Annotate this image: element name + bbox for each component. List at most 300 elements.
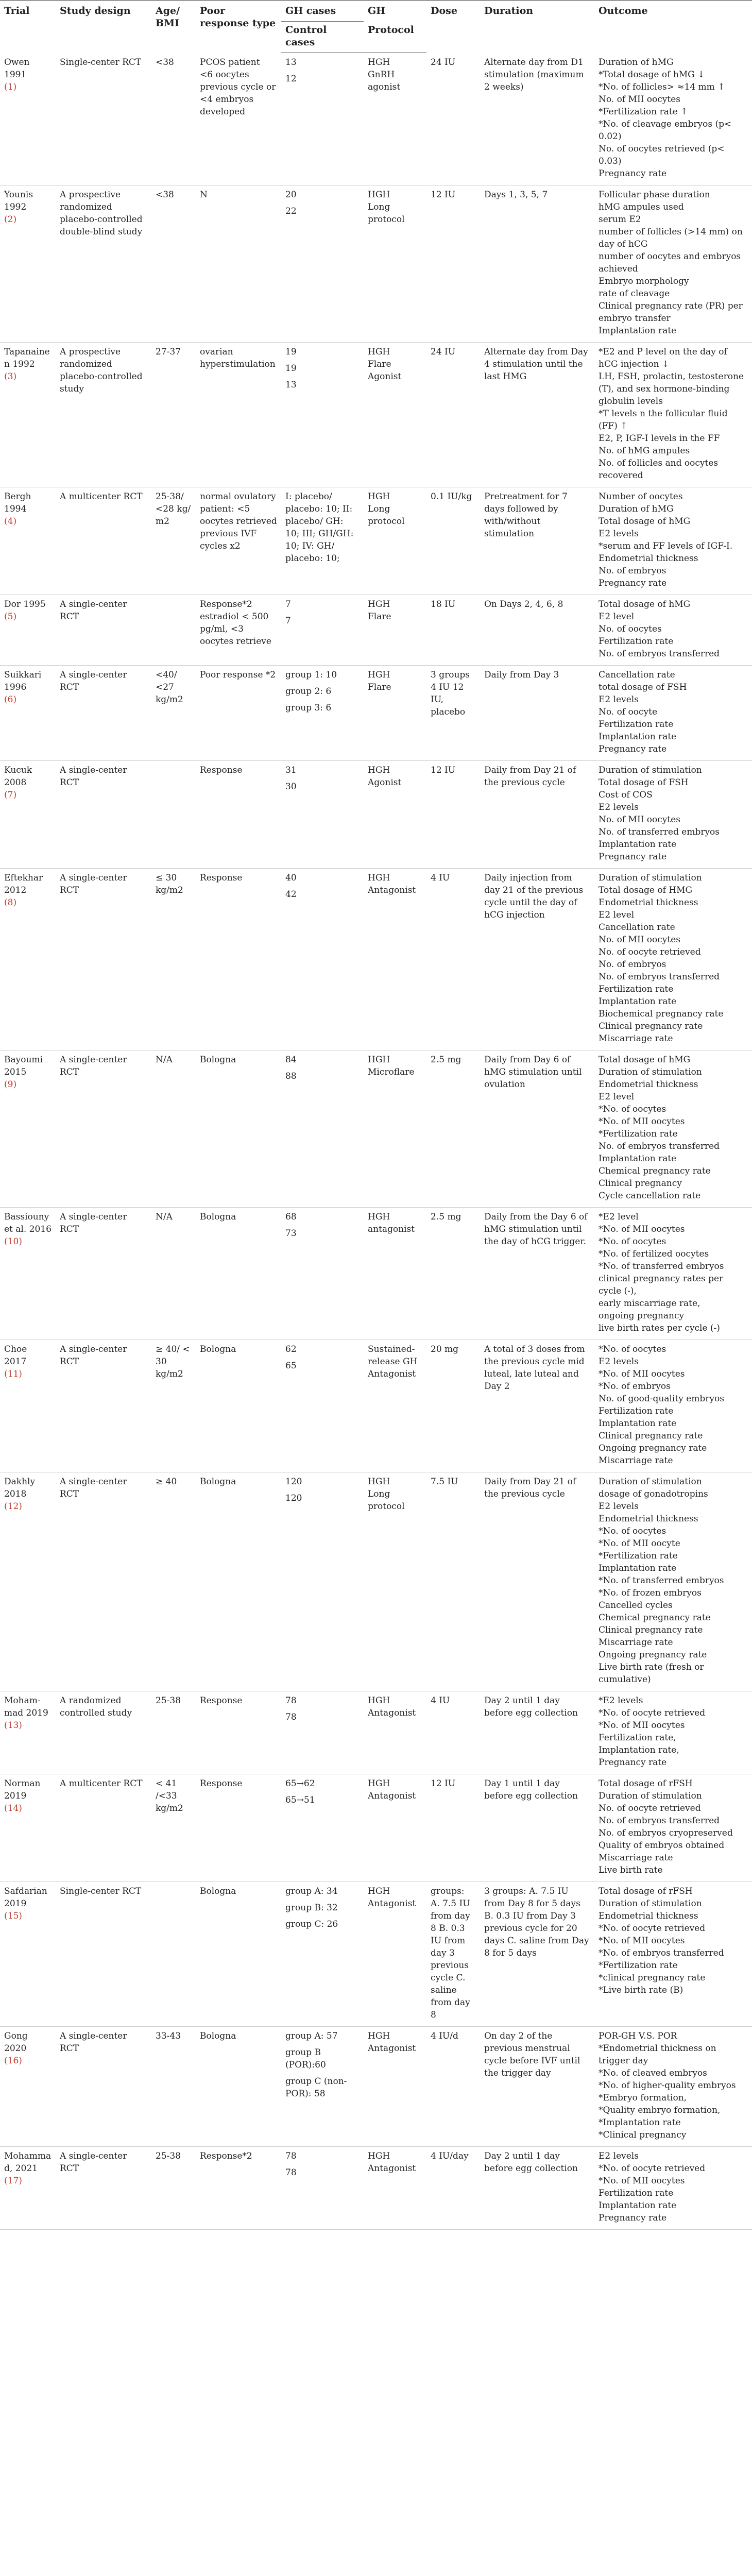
gh-protocol-item: HGH [368,872,390,883]
outcome-item: Endometrial thickness [599,1910,698,1921]
outcome-item: *No. of MII oocytes [599,1116,685,1127]
reference-link[interactable]: (1) [4,81,17,92]
cell-dose: 18 IU [426,595,480,665]
outcome-item: ongoing pregnancy [599,1310,685,1321]
table-row [0,868,752,1050]
cell-outcome [594,1691,752,1774]
outcome-item: E2 levels [599,528,639,539]
gh-protocol-item: HGH [368,1054,390,1065]
outcome-item: Duration of stimulation [599,872,702,883]
cell-outcome [594,665,752,760]
cell-trial [0,487,56,595]
reference-link[interactable]: (12) [4,1501,22,1512]
table-row [0,1340,752,1472]
reference-number: 17 [7,2175,19,2186]
outcome-item: Cost of COS [599,789,653,800]
cell-trial [0,1207,56,1340]
outcome-item: No. of oocytes [599,623,662,634]
gh-protocol-item: HGH [368,491,390,502]
cell-age-bmi: 27-37 [151,342,196,487]
outcome-item: *Endometrial thickness on trigger day [599,2043,716,2066]
outcome-item: Pregnancy rate [599,851,667,862]
outcome-item: Pregnancy rate [599,1757,667,1768]
case-count: group C: 26 [285,1919,338,1929]
reference-number: 11 [7,1368,19,1379]
case-count: 68 [285,1211,297,1222]
cell-cases [281,1691,364,1774]
outcome-item: Duration of hMG [599,57,674,67]
case-count: 7 [285,599,291,609]
cell-study-design: A single-center RCT [56,1340,151,1472]
outcome-item: *No. of oocyte retrieved [599,1923,706,1934]
cell-poor-response-type: normal ovulatory patient: <5 oocytes retrieved previous IVF cycles x2 [196,487,281,595]
case-count: group 3: 6 [285,702,332,713]
table-row [0,1774,752,1882]
cell-cases [281,1882,364,2026]
outcome-item: *E2 level [599,1211,639,1222]
cell-dose: 0.1 IU/kg [426,487,480,595]
cell-dose: 24 IU [426,53,480,185]
cell-age-bmi: <40/ <27 kg/m2 [151,665,196,760]
reference-number: 16 [7,2055,19,2066]
outcome-item: POR-GH V.S. POR [599,2030,677,2041]
gh-protocol-item: HGH [368,189,390,200]
cell-gh-protocol [364,1774,426,1882]
cell-trial [0,1691,56,1774]
gh-protocol-item: Antagonist [368,2163,416,2174]
gh-protocol-item: Flare [368,359,391,369]
outcome-item: *No. of MII oocytes [599,2175,685,2186]
cell-gh-protocol [364,665,426,760]
reference-number: 9 [7,1079,13,1090]
outcome-item: Fertilization rate [599,636,674,647]
cell-age-bmi [151,595,196,665]
outcome-item: No. of MII oocytes [599,814,681,825]
outcome-item: *Total dosage of hMG ↓ [599,69,705,80]
case-count: group C (non-POR): 58 [285,2076,347,2099]
cell-age-bmi: ≥ 40/ < 30 kg/m2 [151,1340,196,1472]
outcome-item: Total dosage of hMG [599,516,691,527]
gh-protocol-item: HGH [368,1211,390,1222]
case-count: 7 [285,615,291,626]
reference-link[interactable]: (2) [4,214,17,225]
case-count: group A: 34 [285,1886,338,1896]
cell-poor-response-type: Response [196,1691,281,1774]
cell-study-design: A prospective randomized placebo-controlled double-blind study [56,185,151,342]
table-row [0,1050,752,1207]
outcome-item: *No. of MII oocytes [599,1224,685,1234]
cell-study-design: A multicenter RCT [56,1774,151,1882]
cell-age-bmi: < 41 /<33 kg/m2 [151,1774,196,1882]
cell-outcome [594,1774,752,1882]
outcome-item: Chemical pregnancy rate [599,1165,711,1176]
reference-number: 14 [7,1803,19,1814]
outcome-item: *E2 and P level on the day of hCG injection ↓ [599,346,727,369]
outcome-item: live birth rates per cycle (-) [599,1323,720,1333]
cell-cases [281,487,364,595]
reference-link[interactable]: (11) [4,1368,22,1379]
reference-link[interactable]: (5) [4,611,17,622]
outcome-item: Ongoing pregnancy rate [599,1443,707,1453]
outcome-item: Ongoing pregnancy rate [599,1649,707,1660]
table-row [0,665,752,760]
outcome-item: clinical pregnancy rates per cycle (-), [599,1273,724,1296]
cell-cases [281,1774,364,1882]
outcome-item: Miscarriage rate [599,1033,673,1044]
reference-link[interactable]: (10) [4,1236,22,1247]
cell-cases [281,1050,364,1207]
outcome-item: No. of embryos transferred [599,1141,720,1151]
cell-trial [0,2146,56,2229]
trial-name: Bassiouny et al. 2016 [4,1211,52,1234]
cell-duration: Daily from Day 21 of the previous cycle [480,1472,594,1691]
cell-trial [0,1340,56,1472]
cell-outcome [594,2026,752,2146]
cell-dose: 3 groups 4 IU 12 IU, placebo [426,665,480,760]
outcome-item: Live birth rate [599,1865,663,1875]
outcome-item: Cancellation rate [599,922,675,933]
gh-protocol-item: HGH [368,2150,390,2161]
cell-age-bmi [151,1882,196,2026]
reference-link[interactable]: (7) [4,789,17,800]
cell-trial [0,868,56,1050]
outcome-item: *No. of oocytes [599,1236,666,1247]
outcome-item: *E2 levels [599,1695,643,1706]
gh-protocol-item: HGH [368,346,390,357]
reference-link[interactable]: (6) [4,694,17,705]
cell-trial [0,760,56,868]
reference-number: 4 [7,516,13,527]
outcome-item: Implantation rate [599,839,677,850]
outcome-item: Fertilization rate, [599,1732,676,1743]
cell-duration: Pretreatment for 7 days followed by with/without stimulation [480,487,594,595]
reference-number: 6 [7,694,13,705]
cell-trial [0,1882,56,2026]
outcome-item: *No. of transferred embryos [599,1575,724,1586]
cell-outcome [594,595,752,665]
cell-gh-protocol [364,1472,426,1691]
gh-protocol-item: Agonist [368,371,402,382]
outcome-item: *No. of follicles> ≈14 mm ↑ [599,81,725,92]
outcome-item: *No. of MII oocytes [599,1368,685,1379]
cell-dose: 12 IU [426,760,480,868]
cell-study-design: A single-center RCT [56,1472,151,1691]
cell-cases [281,1340,364,1472]
reference-number: 3 [7,371,13,382]
reference-link[interactable]: (9) [4,1079,17,1090]
cell-study-design: A single-center RCT [56,760,151,868]
outcome-item: Fertilization rate [599,1405,674,1416]
cell-poor-response-type: Bologna [196,1472,281,1691]
outcome-item: *clinical pregnancy rate [599,1972,706,1983]
header-gh-cases: GH cases [281,1,364,22]
outcome-item: No. of oocyte [599,706,658,717]
case-count: 40 [285,872,297,883]
outcome-item: *serum and FF levels of IGF-I. [599,540,733,551]
outcome-item: *No. of oocyte retrieved [599,1707,706,1718]
cell-study-design: A multicenter RCT [56,487,151,595]
outcome-item: number of oocytes and embryos achieved [599,251,741,274]
cell-outcome [594,1340,752,1472]
outcome-item: Implantation rate [599,1563,677,1573]
cell-duration: Daily from the Day 6 of hMG stimulation until the day of hCG trigger. [480,1207,594,1340]
table-row [0,487,752,595]
outcome-item: total dosage of FSH [599,682,687,692]
cell-gh-protocol [364,1691,426,1774]
gh-protocol-item: Flare [368,682,391,692]
outcome-item: E2 levels [599,2150,639,2161]
trial-name: Bayoumi 2015 [4,1054,43,1077]
cell-outcome [594,1472,752,1691]
outcome-item: No. of embryos [599,959,666,970]
table-row [0,185,752,342]
gh-protocol-item: HGH [368,1886,390,1896]
outcome-item: Duration of stimulation [599,1790,702,1801]
case-count: 84 [285,1054,297,1065]
cell-cases [281,595,364,665]
cell-outcome [594,185,752,342]
outcome-item: Cancelled cycles [599,1600,673,1611]
outcome-item: No. of oocyte retrieved [599,946,701,957]
cell-duration: Alternate day from Day 4 stimulation until the last HMG [480,342,594,487]
outcome-item: *Fertilization rate [599,1550,678,1561]
table-row [0,1882,752,2026]
table-row [0,1472,752,1691]
cell-dose: 4 IU/d [426,2026,480,2146]
case-count: 65→51 [285,1794,315,1805]
cell-poor-response-type: Bologna [196,1340,281,1472]
outcome-item: *No. of oocytes [599,1526,666,1536]
cell-study-design: Single-center RCT [56,1882,151,2026]
outcome-item: Implantation rate [599,325,677,336]
outcome-item: Implantation rate [599,996,677,1007]
outcome-item: *No. of oocytes [599,1104,666,1114]
case-count: 78 [285,1695,297,1706]
outcome-item: No. of embryos [599,565,666,576]
outcome-item: Clinical pregnancy rate [599,1430,703,1441]
outcome-item: Embryo morphology [599,276,689,286]
cell-trial [0,2026,56,2146]
trial-name: Suikkari 1996 [4,669,42,692]
cell-study-design: A single-center RCT [56,2026,151,2146]
reference-link[interactable]: (8) [4,897,17,908]
cell-duration: Daily injection from day 21 of the previous cycle until the day of hCG injection [480,868,594,1050]
outcome-item: dosage of gonadotropins [599,1488,708,1499]
outcome-item: number of follicles (>14 mm) on day of hCG [599,226,743,249]
cell-duration: Day 1 until 1 day before egg collection [480,1774,594,1882]
reference-link[interactable]: (17) [4,2175,22,2186]
outcome-item: Cycle cancellation rate [599,1190,701,1201]
table-header [0,1,752,53]
case-count: 22 [285,206,297,216]
outcome-item: Implantation rate [599,1418,677,1429]
outcome-item: E2 levels [599,1501,639,1512]
cell-study-design: A single-center RCT [56,595,151,665]
cell-duration: Day 2 until 1 day before egg collection [480,2146,594,2229]
cell-cases [281,342,364,487]
outcome-item: *No. of oocyte retrieved [599,2163,706,2174]
outcome-item: *Implantation rate [599,2117,681,2128]
cell-age-bmi: ≥ 40 [151,1472,196,1691]
cell-poor-response-type: Response [196,868,281,1050]
case-count: group 1: 10 [285,669,337,680]
cell-poor-response-type: Response [196,1774,281,1882]
table-row [0,2146,752,2229]
gh-protocol-item: HGH [368,2030,390,2041]
table-row [0,342,752,487]
cell-dose: 4 IU [426,868,480,1050]
outcome-item: E2 level [599,1091,635,1102]
cell-gh-protocol [364,1882,426,2026]
reference-link[interactable]: (14) [4,1803,22,1814]
cell-gh-protocol [364,1050,426,1207]
cell-outcome [594,53,752,185]
outcome-item: Biochemical pregnancy rate [599,1008,724,1019]
cell-cases [281,1207,364,1340]
outcome-item: *No. of transferred embryos [599,1261,724,1272]
outcome-item: *No. of MII oocytes [599,1935,685,1946]
gh-protocol-item: Antagonist [368,1368,416,1379]
reference-number: 2 [7,214,13,225]
reference-number: 10 [7,1236,19,1247]
cell-duration: Daily from Day 21 of the previous cycle [480,760,594,868]
outcome-item: Duration of stimulation [599,1898,702,1909]
cell-gh-protocol [364,1340,426,1472]
outcome-item: Duration of stimulation [599,765,702,775]
table-row [0,760,752,868]
trial-name: Mohammad, 2021 [4,2150,52,2174]
cell-study-design: A prospective randomized placebo-controlled study [56,342,151,487]
outcome-item: Clinical pregnancy [599,1178,682,1189]
cell-cases [281,2026,364,2146]
trial-name: Tapanainen 1992 [4,346,50,369]
cell-dose: 7.5 IU [426,1472,480,1691]
trial-name: Bergh 1994 [4,491,31,514]
cell-dose: 24 IU [426,342,480,487]
case-count: 62 [285,1344,297,1354]
cell-gh-protocol [364,487,426,595]
outcome-item: *No. of embryos [599,1381,671,1392]
case-count: 78 [285,2167,297,2178]
reference-link[interactable]: (16) [4,2055,22,2066]
cell-cases [281,2146,364,2229]
cell-outcome [594,1882,752,2026]
reference-link[interactable]: (3) [4,371,17,382]
case-count: 13 [285,57,297,67]
outcome-item: No. of embryos transferred [599,1815,720,1826]
cell-duration: Daily from Day 6 of hMG stimulation until ovulation [480,1050,594,1207]
outcome-item: E2 levels [599,802,639,812]
outcome-item: *No. of MII oocytes [599,1720,685,1731]
cell-gh-protocol [364,53,426,185]
reference-number: 5 [7,611,13,622]
outcome-item: Follicular phase duration [599,189,710,200]
outcome-item: No. of oocytes retrieved (p< 0.03) [599,143,725,166]
case-count: 42 [285,889,297,900]
header-gh: GH [364,1,426,22]
outcome-item: Duration of stimulation [599,1066,702,1077]
cell-age-bmi: <38 [151,53,196,185]
outcome-item: early miscarriage rate, [599,1298,700,1309]
cell-duration: On day 2 of the previous menstrual cycle before IVF until the trigger day [480,2026,594,2146]
case-count: 20 [285,189,297,200]
case-count: 120 [285,1493,302,1503]
cell-duration: A total of 3 doses from the previous cycle mid luteal, late luteal and Day 2 [480,1340,594,1472]
outcome-item: LH, FSH, prolactin, testosterone (T), and sex hormone-binding globulin levels [599,371,744,406]
outcome-item: Clinical pregnancy rate [599,1624,703,1635]
trial-name: Safdarian 2019 [4,1886,47,1909]
outcome-item: *Fertilization rate [599,1960,678,1971]
gh-protocol-item: Antagonist [368,1707,416,1718]
gh-protocol-item: HGH [368,57,390,67]
cell-age-bmi: N/A [151,1207,196,1340]
gh-protocol-item: HGH [368,599,390,609]
outcome-item: Total dosage of hMG [599,1054,691,1065]
cell-poor-response-type: Bologna [196,1050,281,1207]
outcome-item: *Fertilization rate [599,1128,678,1139]
case-count: group B: 32 [285,1902,338,1913]
reference-link[interactable]: (15) [4,1910,22,1921]
outcome-item: *No. of frozen embryos [599,1587,702,1598]
cell-poor-response-type: Response [196,760,281,868]
outcome-item: Total dosage of HMG [599,885,693,895]
cell-dose: 2.5 mg [426,1207,480,1340]
header-outcome: Outcome [594,1,752,53]
outcome-item: Miscarriage rate [599,1455,673,1466]
table-row [0,1691,752,1774]
cell-outcome [594,1207,752,1340]
header-control-cases: Control cases [281,22,364,53]
gh-protocol-item: HGH [368,1695,390,1706]
trial-name: Dakhly 2018 [4,1476,36,1499]
cell-study-design: A single-center RCT [56,2146,151,2229]
cell-outcome [594,1050,752,1207]
outcome-item: *No. of cleavage embryos (p< 0.02) [599,118,732,142]
cell-duration: Daily from Day 3 [480,665,594,760]
trial-name: Dor 1995 [4,599,46,609]
outcome-item: hMG ampules used [599,201,684,212]
gh-protocol-item: Microflare [368,1066,415,1077]
cell-cases [281,1472,364,1691]
gh-protocol-item: Long protocol [368,1488,405,1512]
outcome-item: Total dosage of hMG [599,599,691,609]
gh-protocol-item: HGH [368,1778,390,1789]
outcome-item: E2 levels [599,1356,639,1367]
cell-age-bmi: 25-38/ <28 kg/ m2 [151,487,196,595]
reference-link[interactable]: (13) [4,1720,22,1731]
header-trial: Trial [0,1,56,53]
outcome-item: No. of transferred embryos [599,826,720,837]
outcome-item: No. of embryos transferred [599,648,720,659]
cell-trial [0,342,56,487]
gh-protocol-item: Long protocol [368,503,405,527]
case-count: 19 [285,363,297,374]
gh-protocol-item: HGH [368,669,390,680]
trial-name: Moham-mad 2019 [4,1695,48,1718]
outcome-item: Miscarriage rate [599,1852,673,1863]
case-count: I: placebo/ placebo: 10; II: placebo/ GH: 10; III; GH/GH: 10; IV: GH/ placebo: 10; [285,491,354,564]
cell-outcome [594,2146,752,2229]
cell-study-design: Single-center RCT [56,53,151,185]
cell-poor-response-type: Response*2 [196,2146,281,2229]
cell-poor-response-type: N [196,185,281,342]
reference-link[interactable]: (4) [4,516,17,527]
cell-gh-protocol [364,185,426,342]
cell-dose: 2.5 mg [426,1050,480,1207]
outcome-item: Clinical pregnancy rate (PR) per embryo transfer [599,300,743,324]
case-count: 120 [285,1476,302,1487]
outcome-item: Cancellation rate [599,669,675,680]
